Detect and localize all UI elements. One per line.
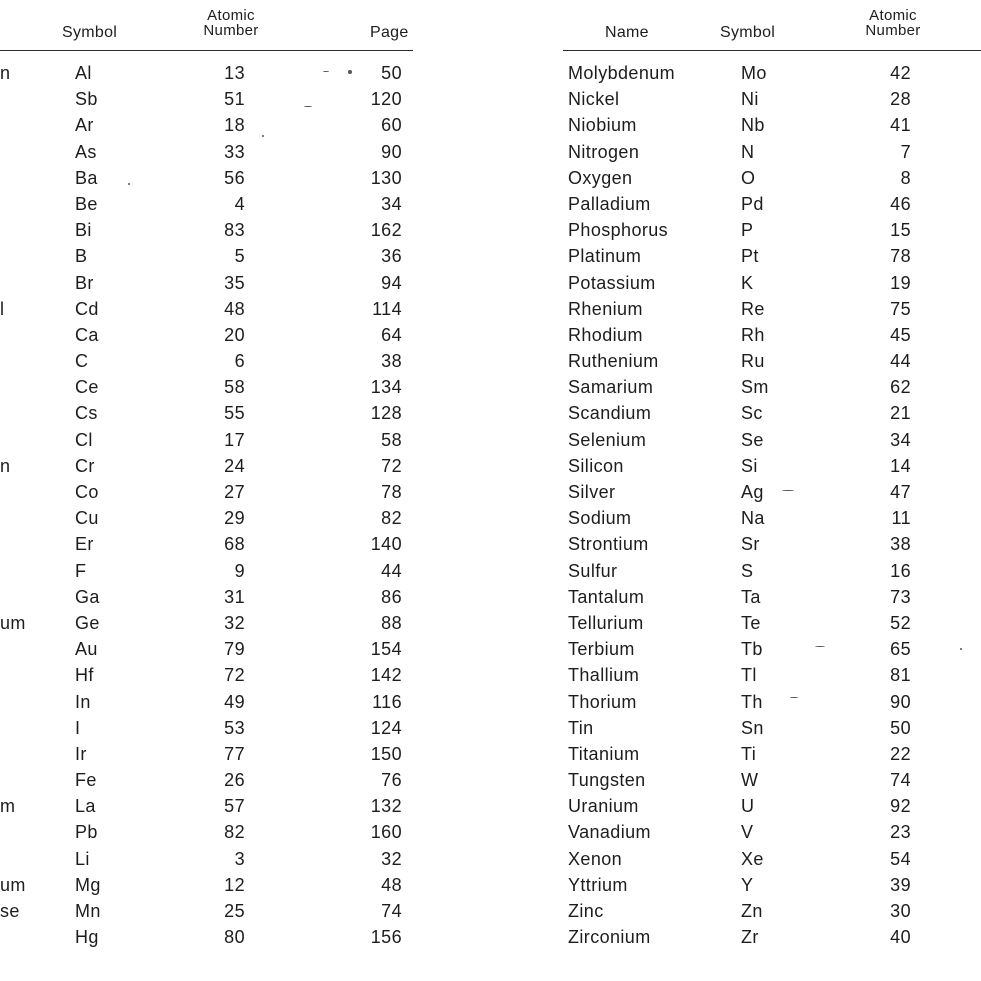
- page-number: 128: [370, 403, 402, 424]
- page-number: 82: [381, 508, 402, 529]
- atomic-number: 51: [224, 89, 245, 110]
- atomic-number: 31: [224, 586, 245, 607]
- element-symbol: Si: [741, 455, 758, 476]
- page-number: 58: [381, 429, 402, 450]
- right-table-row: [0, 584, 981, 610]
- element-name: Tin: [568, 717, 594, 738]
- element-name: Uranium: [568, 796, 639, 817]
- left-header-rule: [0, 50, 413, 51]
- page-number: 36: [381, 246, 402, 267]
- element-symbol: Ba: [75, 167, 98, 188]
- element-symbol: O: [741, 167, 756, 188]
- right-header-rule: [563, 50, 981, 51]
- atomic-number: 6: [234, 351, 245, 372]
- element-name: Tellurium: [568, 612, 644, 633]
- atomic-number: 57: [224, 796, 245, 817]
- atomic-number: 83: [224, 220, 245, 241]
- atomic-number: 73: [890, 586, 911, 607]
- atomic-number: 58: [224, 377, 245, 398]
- right-table-row: [0, 400, 981, 426]
- atomic-number: 48: [224, 298, 245, 319]
- element-symbol: Te: [741, 612, 761, 633]
- atomic-number: 19: [890, 272, 911, 293]
- element-symbol: Mn: [75, 901, 101, 921]
- atomic-number: 35: [224, 272, 245, 293]
- page-number: 90: [381, 141, 402, 162]
- atomic-number: 21: [890, 403, 911, 424]
- page-number: 162: [370, 220, 402, 241]
- right-header-atomic-line2: Number: [865, 22, 921, 39]
- element-name: Nitrogen: [568, 141, 640, 162]
- atomic-number: 18: [224, 115, 245, 136]
- element-name: Potassium: [568, 272, 656, 293]
- element-symbol: Pb: [75, 822, 98, 843]
- element-name-fragment: um: [0, 612, 26, 633]
- element-name: Tungsten: [568, 770, 646, 791]
- element-symbol: Er: [75, 534, 94, 555]
- left-header-page: Page: [370, 24, 409, 41]
- atomic-number: 46: [890, 193, 911, 214]
- atomic-number: 39: [890, 874, 911, 895]
- left-header-atomic-line1: Atomic: [207, 7, 255, 24]
- right-table-row: [0, 348, 981, 374]
- right-table-row: [0, 374, 981, 400]
- atomic-number: 75: [890, 298, 911, 319]
- atomic-number: 92: [890, 796, 911, 817]
- element-symbol: Tb: [741, 639, 763, 660]
- right-table-row: [0, 217, 981, 243]
- element-symbol: Ti: [741, 743, 757, 764]
- right-table-row: [0, 793, 981, 819]
- page-number: 116: [372, 691, 402, 712]
- atomic-number: 49: [224, 691, 245, 712]
- element-name: Rhenium: [568, 298, 643, 319]
- element-symbol: Pd: [741, 193, 764, 214]
- element-symbol: Be: [75, 193, 98, 214]
- element-symbol: Ta: [741, 586, 761, 607]
- right-table-row: [0, 715, 981, 741]
- right-table-row: [0, 427, 981, 453]
- right-table-row: [0, 112, 981, 138]
- atomic-number: 9: [234, 560, 245, 581]
- element-symbol: N: [741, 141, 755, 162]
- element-name: Scandium: [568, 403, 652, 424]
- right-table-row: [0, 898, 981, 924]
- atomic-number: 5: [234, 246, 245, 267]
- page-number: 34: [381, 193, 402, 214]
- element-name: Sulfur: [568, 560, 618, 581]
- atomic-number: 41: [890, 115, 911, 136]
- page-number: 48: [381, 874, 402, 895]
- page-number: 124: [370, 717, 402, 738]
- right-table-row: [0, 191, 981, 217]
- scan-speck: [960, 648, 962, 650]
- element-name-fragment: m: [0, 796, 16, 817]
- scan-speck: [323, 71, 329, 72]
- element-symbol: Ge: [75, 612, 100, 633]
- element-symbol: Th: [741, 691, 763, 712]
- page-number: 60: [381, 115, 402, 136]
- scan-speck: [262, 135, 264, 137]
- page-number: 88: [381, 612, 402, 633]
- atomic-number: 54: [890, 848, 911, 869]
- element-name-fragment: n: [0, 63, 11, 83]
- atomic-number: 13: [224, 63, 245, 83]
- element-name: Samarium: [568, 377, 654, 398]
- page-number: 132: [370, 796, 402, 817]
- element-symbol: Cs: [75, 403, 98, 424]
- element-name: Zinc: [568, 901, 604, 921]
- element-symbol: Ru: [741, 351, 765, 372]
- atomic-number: 68: [224, 534, 245, 555]
- element-symbol: Sr: [741, 534, 760, 555]
- element-symbol: B: [75, 246, 88, 267]
- atomic-number: 53: [224, 717, 245, 738]
- element-name-fragment: um: [0, 874, 26, 895]
- atomic-number: 55: [224, 403, 245, 424]
- element-symbol: Ar: [75, 115, 94, 136]
- atomic-number: 38: [890, 534, 911, 555]
- element-symbol: F: [75, 560, 87, 581]
- atomic-number: 17: [224, 429, 245, 450]
- page-number: 94: [381, 272, 402, 293]
- element-symbol: Tl: [741, 665, 757, 686]
- right-table-row: [0, 453, 981, 479]
- atomic-number: 28: [890, 89, 911, 110]
- element-name: Rhodium: [568, 324, 643, 345]
- element-name: Molybdenum: [568, 63, 676, 83]
- atomic-number: 81: [890, 665, 911, 686]
- page-number: 44: [381, 560, 402, 581]
- atomic-number: 79: [224, 639, 245, 660]
- page-number: 120: [370, 89, 402, 110]
- element-symbol: Re: [741, 298, 765, 319]
- scan-speck: [782, 490, 794, 491]
- atomic-number: 80: [224, 927, 245, 948]
- atomic-number: 24: [224, 455, 245, 476]
- element-symbol: Y: [741, 874, 754, 895]
- page-number: 64: [381, 324, 402, 345]
- left-header-atomic-number: [190, 8, 272, 38]
- element-name-fragment: se: [0, 901, 20, 921]
- right-table-row: [0, 558, 981, 584]
- element-symbol: Ce: [75, 377, 99, 398]
- element-name: Vanadium: [568, 822, 651, 843]
- element-name: Tantalum: [568, 586, 645, 607]
- element-symbol: Br: [75, 272, 94, 293]
- scan-speck: [128, 183, 130, 185]
- atomic-number: 72: [224, 665, 245, 686]
- right-table-row: [0, 636, 981, 662]
- atomic-number: 25: [224, 901, 245, 921]
- element-name: Nickel: [568, 89, 620, 110]
- element-name: Selenium: [568, 429, 647, 450]
- right-header-name: Name: [605, 24, 649, 41]
- element-symbol: Zr: [741, 927, 759, 948]
- element-name: Niobium: [568, 115, 637, 136]
- element-symbol: Sc: [741, 403, 763, 424]
- scan-speck: [815, 646, 825, 647]
- atomic-number: 34: [890, 429, 911, 450]
- element-symbol: C: [75, 351, 89, 372]
- atomic-number: 42: [890, 63, 911, 83]
- element-name: Titanium: [568, 743, 640, 764]
- element-symbol: Pt: [741, 246, 759, 267]
- page-number: 140: [370, 534, 402, 555]
- element-symbol: Cl: [75, 429, 93, 450]
- right-table-row: [0, 270, 981, 296]
- element-symbol: Li: [75, 848, 90, 869]
- element-symbol: W: [741, 770, 759, 791]
- atomic-number: 77: [224, 743, 245, 764]
- element-symbol: Ni: [741, 89, 759, 110]
- right-table-row: [0, 60, 981, 86]
- page-number: 130: [370, 167, 402, 188]
- right-table-row: [0, 689, 981, 715]
- element-symbol: Na: [741, 508, 765, 529]
- element-symbol: Al: [75, 63, 92, 83]
- page-number: 142: [370, 665, 402, 686]
- element-symbol: Bi: [75, 220, 92, 241]
- right-table-row: [0, 165, 981, 191]
- atomic-number: 14: [890, 455, 911, 476]
- right-header-atomic-number: [852, 8, 934, 38]
- atomic-number: 3: [234, 848, 245, 869]
- element-symbol: Se: [741, 429, 764, 450]
- page-number: 74: [381, 901, 402, 921]
- page-number: 86: [381, 586, 402, 607]
- element-name: Xenon: [568, 848, 623, 869]
- atomic-number: 74: [890, 770, 911, 791]
- element-symbol: Xe: [741, 848, 764, 869]
- page-number: 150: [370, 743, 402, 764]
- atomic-number: 40: [890, 927, 911, 948]
- element-symbol: Ca: [75, 324, 99, 345]
- right-table-row: [0, 243, 981, 269]
- right-table-row: [0, 662, 981, 688]
- element-name: Silicon: [568, 455, 624, 476]
- right-table-row: [0, 296, 981, 322]
- element-symbol: Sb: [75, 89, 98, 110]
- scan-speck: [790, 697, 798, 698]
- element-symbol: S: [741, 560, 754, 581]
- right-table-row: [0, 505, 981, 531]
- page-number: 72: [381, 455, 402, 476]
- atomic-number: 65: [890, 639, 911, 660]
- element-name: Terbium: [568, 639, 635, 660]
- page-number: 134: [370, 377, 402, 398]
- element-name: Phosphorus: [568, 220, 669, 241]
- element-symbol: Sm: [741, 377, 769, 398]
- element-symbol: Nb: [741, 115, 765, 136]
- element-symbol: La: [75, 796, 96, 817]
- atomic-number: 30: [890, 901, 911, 921]
- right-header-symbol: Symbol: [720, 24, 776, 41]
- element-symbol: Cr: [75, 455, 95, 476]
- atomic-number: 12: [224, 874, 245, 895]
- element-symbol: Sn: [741, 717, 764, 738]
- atomic-number: 8: [900, 167, 911, 188]
- left-header-symbol: Symbol: [62, 24, 118, 41]
- atomic-number: 47: [890, 482, 911, 502]
- element-symbol: P: [741, 220, 754, 241]
- element-name-fragment: l: [0, 298, 5, 319]
- element-symbol: Cu: [75, 508, 99, 529]
- left-header-atomic-line2: Number: [203, 22, 259, 39]
- right-table-row: [0, 479, 981, 505]
- element-symbol: Au: [75, 639, 98, 660]
- atomic-number: 32: [224, 612, 245, 633]
- element-name: Sodium: [568, 508, 632, 529]
- atomic-number: 22: [890, 743, 911, 764]
- atomic-number: 26: [224, 770, 245, 791]
- right-table-row: [0, 322, 981, 348]
- atomic-number: 27: [224, 482, 245, 502]
- element-symbol: Cd: [75, 298, 99, 319]
- element-name: Strontium: [568, 534, 649, 555]
- element-symbol: U: [741, 796, 755, 817]
- right-table-row: [0, 872, 981, 898]
- atomic-number: 50: [890, 717, 911, 738]
- atomic-number: 33: [224, 141, 245, 162]
- element-symbol: Co: [75, 482, 99, 502]
- element-symbol: Hf: [75, 665, 94, 686]
- element-symbol: Hg: [75, 927, 99, 948]
- right-table-row: [0, 819, 981, 845]
- element-symbol: Rh: [741, 324, 765, 345]
- page-number: 76: [381, 770, 402, 791]
- right-table-row: [0, 531, 981, 557]
- page-number: 78: [381, 482, 402, 502]
- page-number: 50: [381, 63, 402, 83]
- page-number: 114: [372, 298, 402, 319]
- element-name: Zirconium: [568, 927, 651, 948]
- right-header-atomic-line1: Atomic: [869, 7, 917, 24]
- right-table-row: [0, 741, 981, 767]
- element-name: Silver: [568, 482, 616, 502]
- atomic-number: 15: [890, 220, 911, 241]
- element-symbol: Fe: [75, 770, 97, 791]
- right-table-body: [0, 60, 981, 950]
- right-table-row: [0, 86, 981, 112]
- scan-speck: [304, 106, 312, 107]
- element-name: Thorium: [568, 691, 637, 712]
- element-symbol: Zn: [741, 901, 763, 921]
- atomic-number: 4: [234, 193, 245, 214]
- element-symbol: Mo: [741, 63, 767, 83]
- element-symbol: Ag: [741, 482, 764, 502]
- element-name: Palladium: [568, 193, 651, 214]
- atomic-number: 29: [224, 508, 245, 529]
- right-table-row: [0, 924, 981, 950]
- atomic-number: 11: [891, 508, 911, 529]
- atomic-number: 62: [890, 377, 911, 398]
- atomic-number: 56: [224, 167, 245, 188]
- page-number: 154: [370, 639, 402, 660]
- page-number: 160: [370, 822, 402, 843]
- right-table-row: [0, 767, 981, 793]
- atomic-number: 20: [224, 324, 245, 345]
- element-name: Platinum: [568, 246, 642, 267]
- right-table-row: [0, 610, 981, 636]
- atomic-number: 45: [890, 324, 911, 345]
- scan-speck: [348, 70, 352, 74]
- page-number: 32: [381, 848, 402, 869]
- page-number: 156: [370, 927, 402, 948]
- element-symbol: As: [75, 141, 97, 162]
- atomic-number: 52: [890, 612, 911, 633]
- right-table-row: [0, 139, 981, 165]
- element-symbol: In: [75, 691, 91, 712]
- element-symbol: Mg: [75, 874, 101, 895]
- element-symbol: V: [741, 822, 754, 843]
- atomic-number: 16: [890, 560, 911, 581]
- atomic-number: 82: [224, 822, 245, 843]
- atomic-number: 23: [890, 822, 911, 843]
- element-name: Thallium: [568, 665, 640, 686]
- element-name: Yttrium: [568, 874, 628, 895]
- element-name: Ruthenium: [568, 351, 659, 372]
- right-table-row: [0, 846, 981, 872]
- element-name-fragment: n: [0, 455, 11, 476]
- atomic-number: 44: [890, 351, 911, 372]
- element-symbol: Ga: [75, 586, 100, 607]
- atomic-number: 7: [900, 141, 911, 162]
- atomic-number: 78: [890, 246, 911, 267]
- element-name: Oxygen: [568, 167, 633, 188]
- element-symbol: K: [741, 272, 754, 293]
- element-symbol: I: [75, 717, 81, 738]
- element-symbol: Ir: [75, 743, 87, 764]
- page-number: 38: [381, 351, 402, 372]
- atomic-number: 90: [890, 691, 911, 712]
